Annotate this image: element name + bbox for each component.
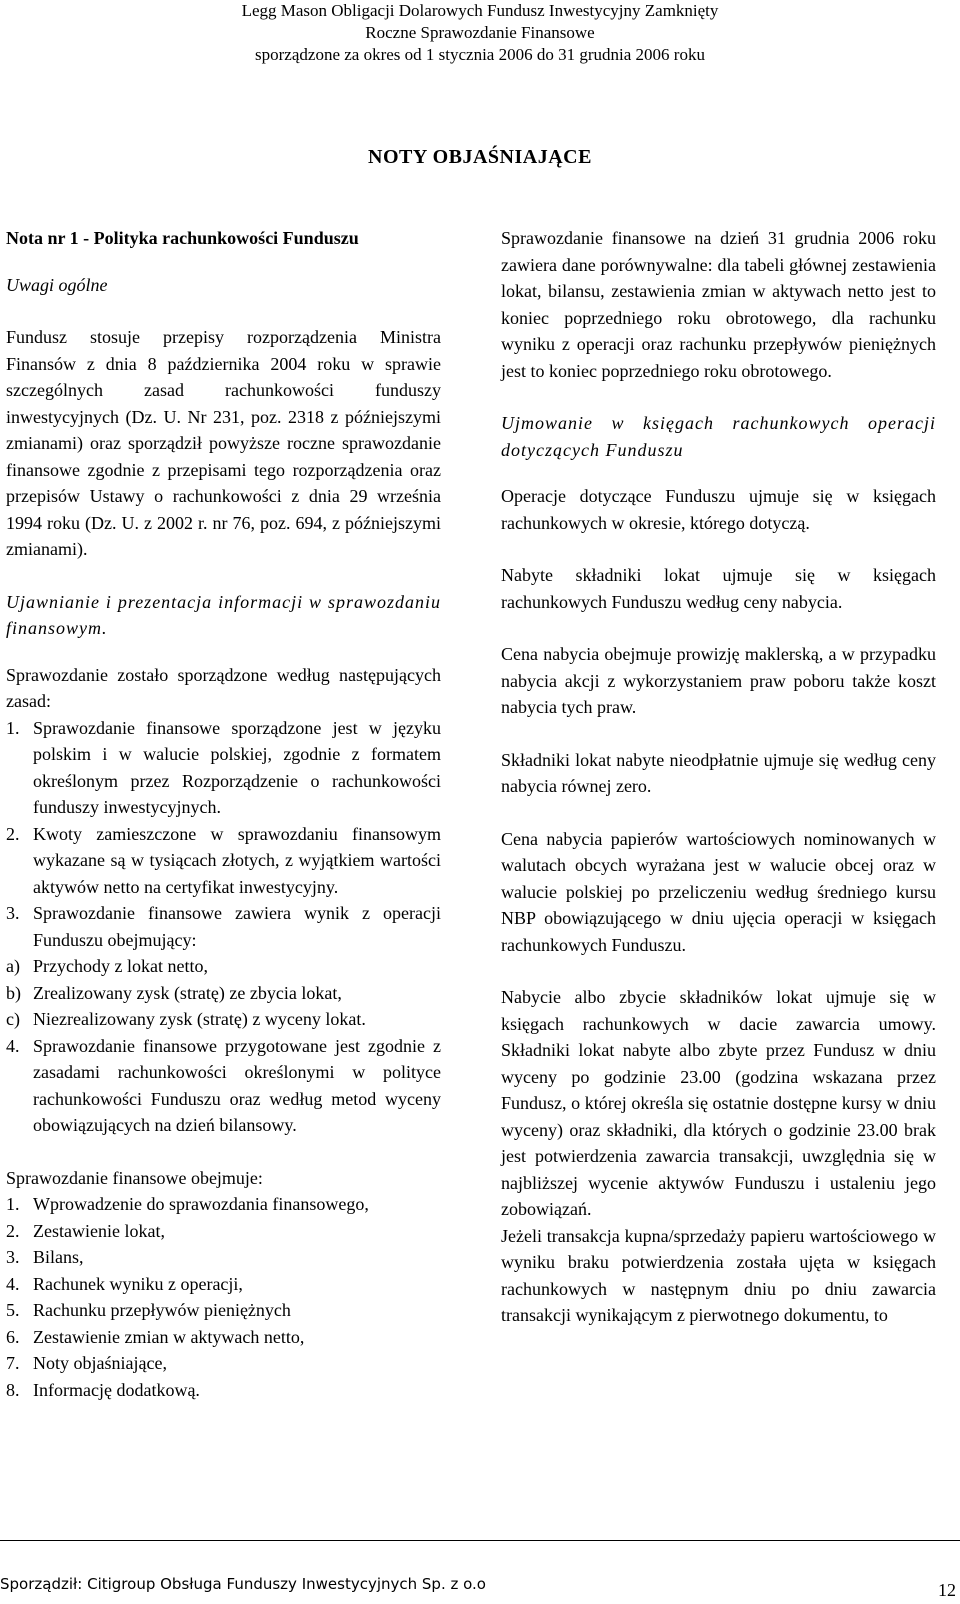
footer-prepared-by: Sporządził: Citigroup Obsługa Funduszy Inwestycyjnych Sp. z o.o (0, 1575, 486, 1593)
list-item: 1. Wprowadzenie do sprawozdania finansowego, (6, 1194, 369, 1214)
page-header (0, 0, 960, 66)
list-item: b) Zrealizowany zysk (stratę) ze zbycia lokat, (6, 982, 342, 1003)
list-item: 2. Zestawienie lokat, (6, 1220, 165, 1241)
list-item: a) Przychody z lokat netto, (6, 956, 208, 976)
list-item: 5. Rachunku przepływów pieniężnych (6, 1300, 291, 1320)
paragraph: Nabyte składniki lokat ujmuje się w księgach rachunkowych Funduszu według ceny nabycia. (501, 565, 936, 612)
list-item: 4. Rachunek wyniku z operacji, (6, 1273, 243, 1294)
report-name: Roczne Sprawozdanie Finansowe (365, 23, 595, 42)
list-item: 6. Zestawienie zmian w aktywach netto, (6, 1326, 305, 1347)
general-text: Fundusz stosuje przepisy rozporządzenia Ministra Finansów z dnia 8 października 2004 roku w sprawie szczególnych zasad rachunkowości funduszy inwestycyjnych (Dz. U. Nr 231, poz. 2318 z późniejszymi zmianami) oraz sporządził powyższe roczne sprawozdanie finansowe zgodnie z przepisami tego rozporządzenia oraz przepisów Ustawy o rachunkowości z dnia 29 września 1994 roku (Dz. U. z 2002 r. nr 76, poz. 694, z późniejszymi zmianami). (6, 327, 441, 559)
principles-intro: Sprawozdanie zostało sporządzone według następujących zasad: (6, 664, 441, 711)
paragraph: Cena nabycia papierów wartościowych nominowanych w walutach obcych wyrażana jest w walucie obcej oraz w walucie polskiej po przeliczeniu według średniego kursu NBP obowiązującego w dniu ujęcia operacji w księgach rachunkowych Funduszu. (501, 828, 936, 955)
page-title: NOTY OBJAŚNIAJĄCE (368, 146, 592, 168)
footer-divider (0, 1540, 960, 1541)
contents-list (6, 1191, 441, 1403)
right-column (501, 225, 936, 1355)
contents-intro: Sprawozdanie finansowe obejmuje: (6, 1167, 263, 1188)
paragraph: Jeżeli transakcja kupna/sprzedaży papieru wartościowego w wyniku braku potwierdzenia została ujęta w księgach rachunkowych w następnym dniu po dniu zawarcia transakcji wynikającym z pierwotnego dokumentu, to (501, 1225, 936, 1325)
recognition-heading: Ujmowanie w księgach rachunkowych operacji dotyczących Funduszu (501, 413, 936, 460)
list-item: 3. Bilans, (6, 1247, 84, 1267)
paragraph: Cena nabycia obejmuje prowizję maklerską, a w przypadku nabycia akcji z wykorzystaniem praw poboru także koszt nabycia tych praw. (501, 644, 936, 717)
paragraph: Nabycie albo zbycie składników lokat ujmuje się w księgach rachunkowych w dacie zawarcia umowy. Składniki lokat nabyte albo zbyte przez Fundusz w dniu wyceny po godzinie 23.00 (godzina wskazana przez Fundusz, o której określa się ostatnie dostępne kursy w dniu wyceny) oraz składniki, dla których o godzinie 23.00 brak jest potwierdzenia zawarcia transakcji, uwzględnia się w najbliższej wycenie aktywów Funduszu i ustaleniu jego zobowiązań. (501, 987, 936, 1219)
fund-name: Legg Mason Obligacji Dolarowych Fundusz Inwestycyjny Zamknięty (241, 1, 719, 20)
disclosure-heading: Ujawnianie i prezentacja informacji w sprawozdaniu finansowym. (6, 591, 441, 638)
list-item: 4. Sprawozdanie finansowe przygotowane jest zgodnie z zasadami rachunkowości określonymi w polityce rachunkowości Funduszu oraz według metod wyceny obowiązujących na dzień bilansowy. (6, 1035, 441, 1135)
general-heading: Uwagi ogólne (6, 274, 108, 295)
list-item: c) Niezrealizowany zysk (stratę) z wyceny lokat. (6, 1009, 366, 1029)
note-heading: Nota nr 1 - Polityka rachunkowości Funduszu (6, 228, 359, 248)
page-number: 12 (938, 1580, 956, 1600)
comparative-data-text: Sprawozdanie finansowe na dzień 31 grudnia 2006 roku zawiera dane porównywalne: dla tabeli głównej zestawienia lokat, bilansu, zestawienia zmian w aktywach netto jest to koniec poprzedniego roku obrotowego, dla rachunku wyniku z operacji oraz rachunku przepływów pieniężnych jest to koniec poprzedniego roku obrotowego. (501, 228, 936, 381)
report-period: sporządzone za okres od 1 stycznia 2006 do 31 grudnia 2006 roku (255, 45, 705, 64)
paragraph: Operacje dotyczące Funduszu ujmuje się w księgach rachunkowych w okresie, którego dotyczą. (501, 486, 936, 533)
list-item: 3. Sprawozdanie finansowe zawiera wynik z operacji Funduszu obejmujący: (6, 903, 441, 950)
principles-list (6, 715, 441, 1139)
list-item: 1. Sprawozdanie finansowe sporządzone jest w języku polskim i w walucie polskiej, zgodnie z formatem określonym przez Rozporządzenie o rachunkowości funduszy inwestycyjnych. (6, 717, 441, 817)
list-item: 7. Noty objaśniające, (6, 1353, 167, 1373)
list-item: 8. Informację dodatkową. (6, 1379, 200, 1400)
paragraph: Składniki lokat nabyte nieodpłatnie ujmuje się według ceny nabycia równej zero. (501, 749, 936, 796)
left-column (6, 225, 441, 1403)
list-item: 2. Kwoty zamieszczone w sprawozdaniu finansowym wykazane są w tysiącach złotych, z wyjątkiem wartości aktywów netto na certyfikat inwestycyjny. (6, 823, 441, 897)
